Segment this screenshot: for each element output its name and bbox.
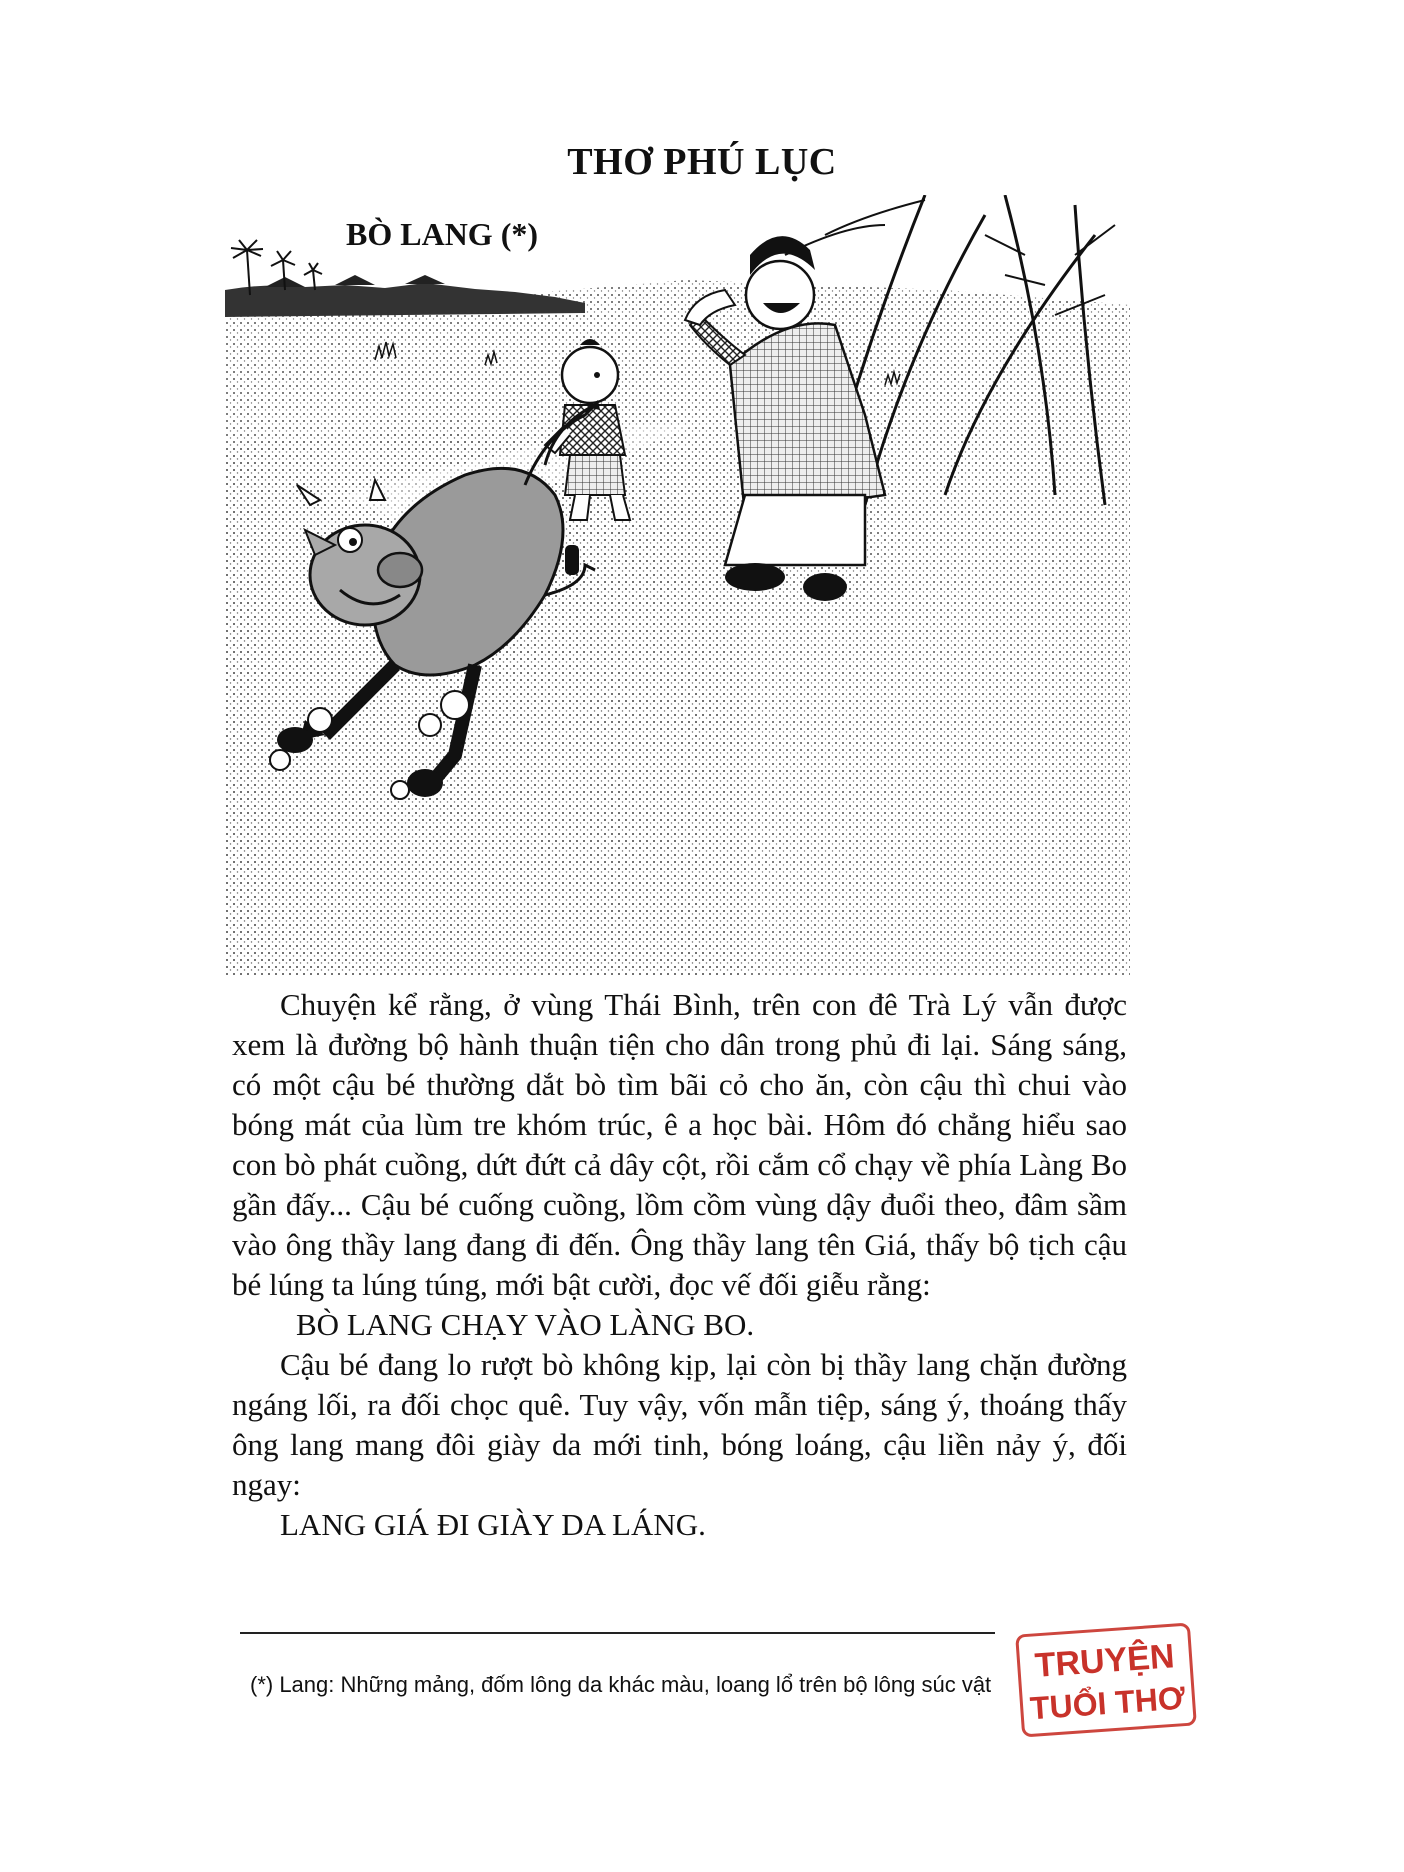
logo-line-2: TUỔI THƠ <box>1028 1679 1187 1727</box>
story-body <box>232 985 1127 1545</box>
section-title: THƠ PHÚ LỤC <box>567 141 837 183</box>
couplet-line-1: BÒ LANG CHẠY VÀO LÀNG BO. <box>296 1307 755 1342</box>
couplet-line-2: LANG GIÁ ĐI GIÀY DA LÁNG. <box>280 1507 706 1542</box>
logo-line-1: TRUYỆN <box>1033 1637 1176 1685</box>
truyen-tuoi-tho-logo <box>1015 1622 1198 1738</box>
paragraph-2: Cậu bé đang lo rượt bò không kịp, lại còn bị thầy lang chặn đường ngáng lối, ra đối chọc quê. Tuy vậy, vốn mẫn tiệp, sáng ý, thoáng thấy ông lang mang đôi giày da mới tinh, bóng loáng, cậu liền nảy ý, đối ngay: <box>232 1347 1127 1502</box>
footnote: (*) Lang: Những mảng, đốm lông da khác màu, loang lổ trên bộ lông súc vật <box>250 1672 992 1697</box>
story-title: BÒ LANG (*) <box>340 214 544 255</box>
story-illustration <box>225 195 1130 975</box>
footnote-divider <box>240 1632 995 1634</box>
village-icon <box>225 275 585 317</box>
paragraph-1: Chuyện kể rằng, ở vùng Thái Bình, trên con đê Trà Lý vẫn được xem là đường bộ hành thuận tiện cho dân trong phủ đi lại. Sáng sáng, có một cậu bé thường dắt bò tìm bãi cỏ cho ăn, còn cậu thì chui vào bóng mát của lùm tre khóm trúc, ê a học bài. Hôm đó chẳng hiểu sao con bò phát cuồng, dứt đứt cả dây cột, rồi cắm cổ chạy về phía Làng Bo gần đấy... Cậu bé cuống cuồng, lồm cồm vùng dậy đuổi theo, đâm sầm vào ông thầy lang đang đi đến. Ông thầy lang tên Giá, thấy bộ tịch cậu bé lúng ta lúng túng, mới bật cười, đọc vế đối giễu rằng: <box>232 987 1127 1302</box>
